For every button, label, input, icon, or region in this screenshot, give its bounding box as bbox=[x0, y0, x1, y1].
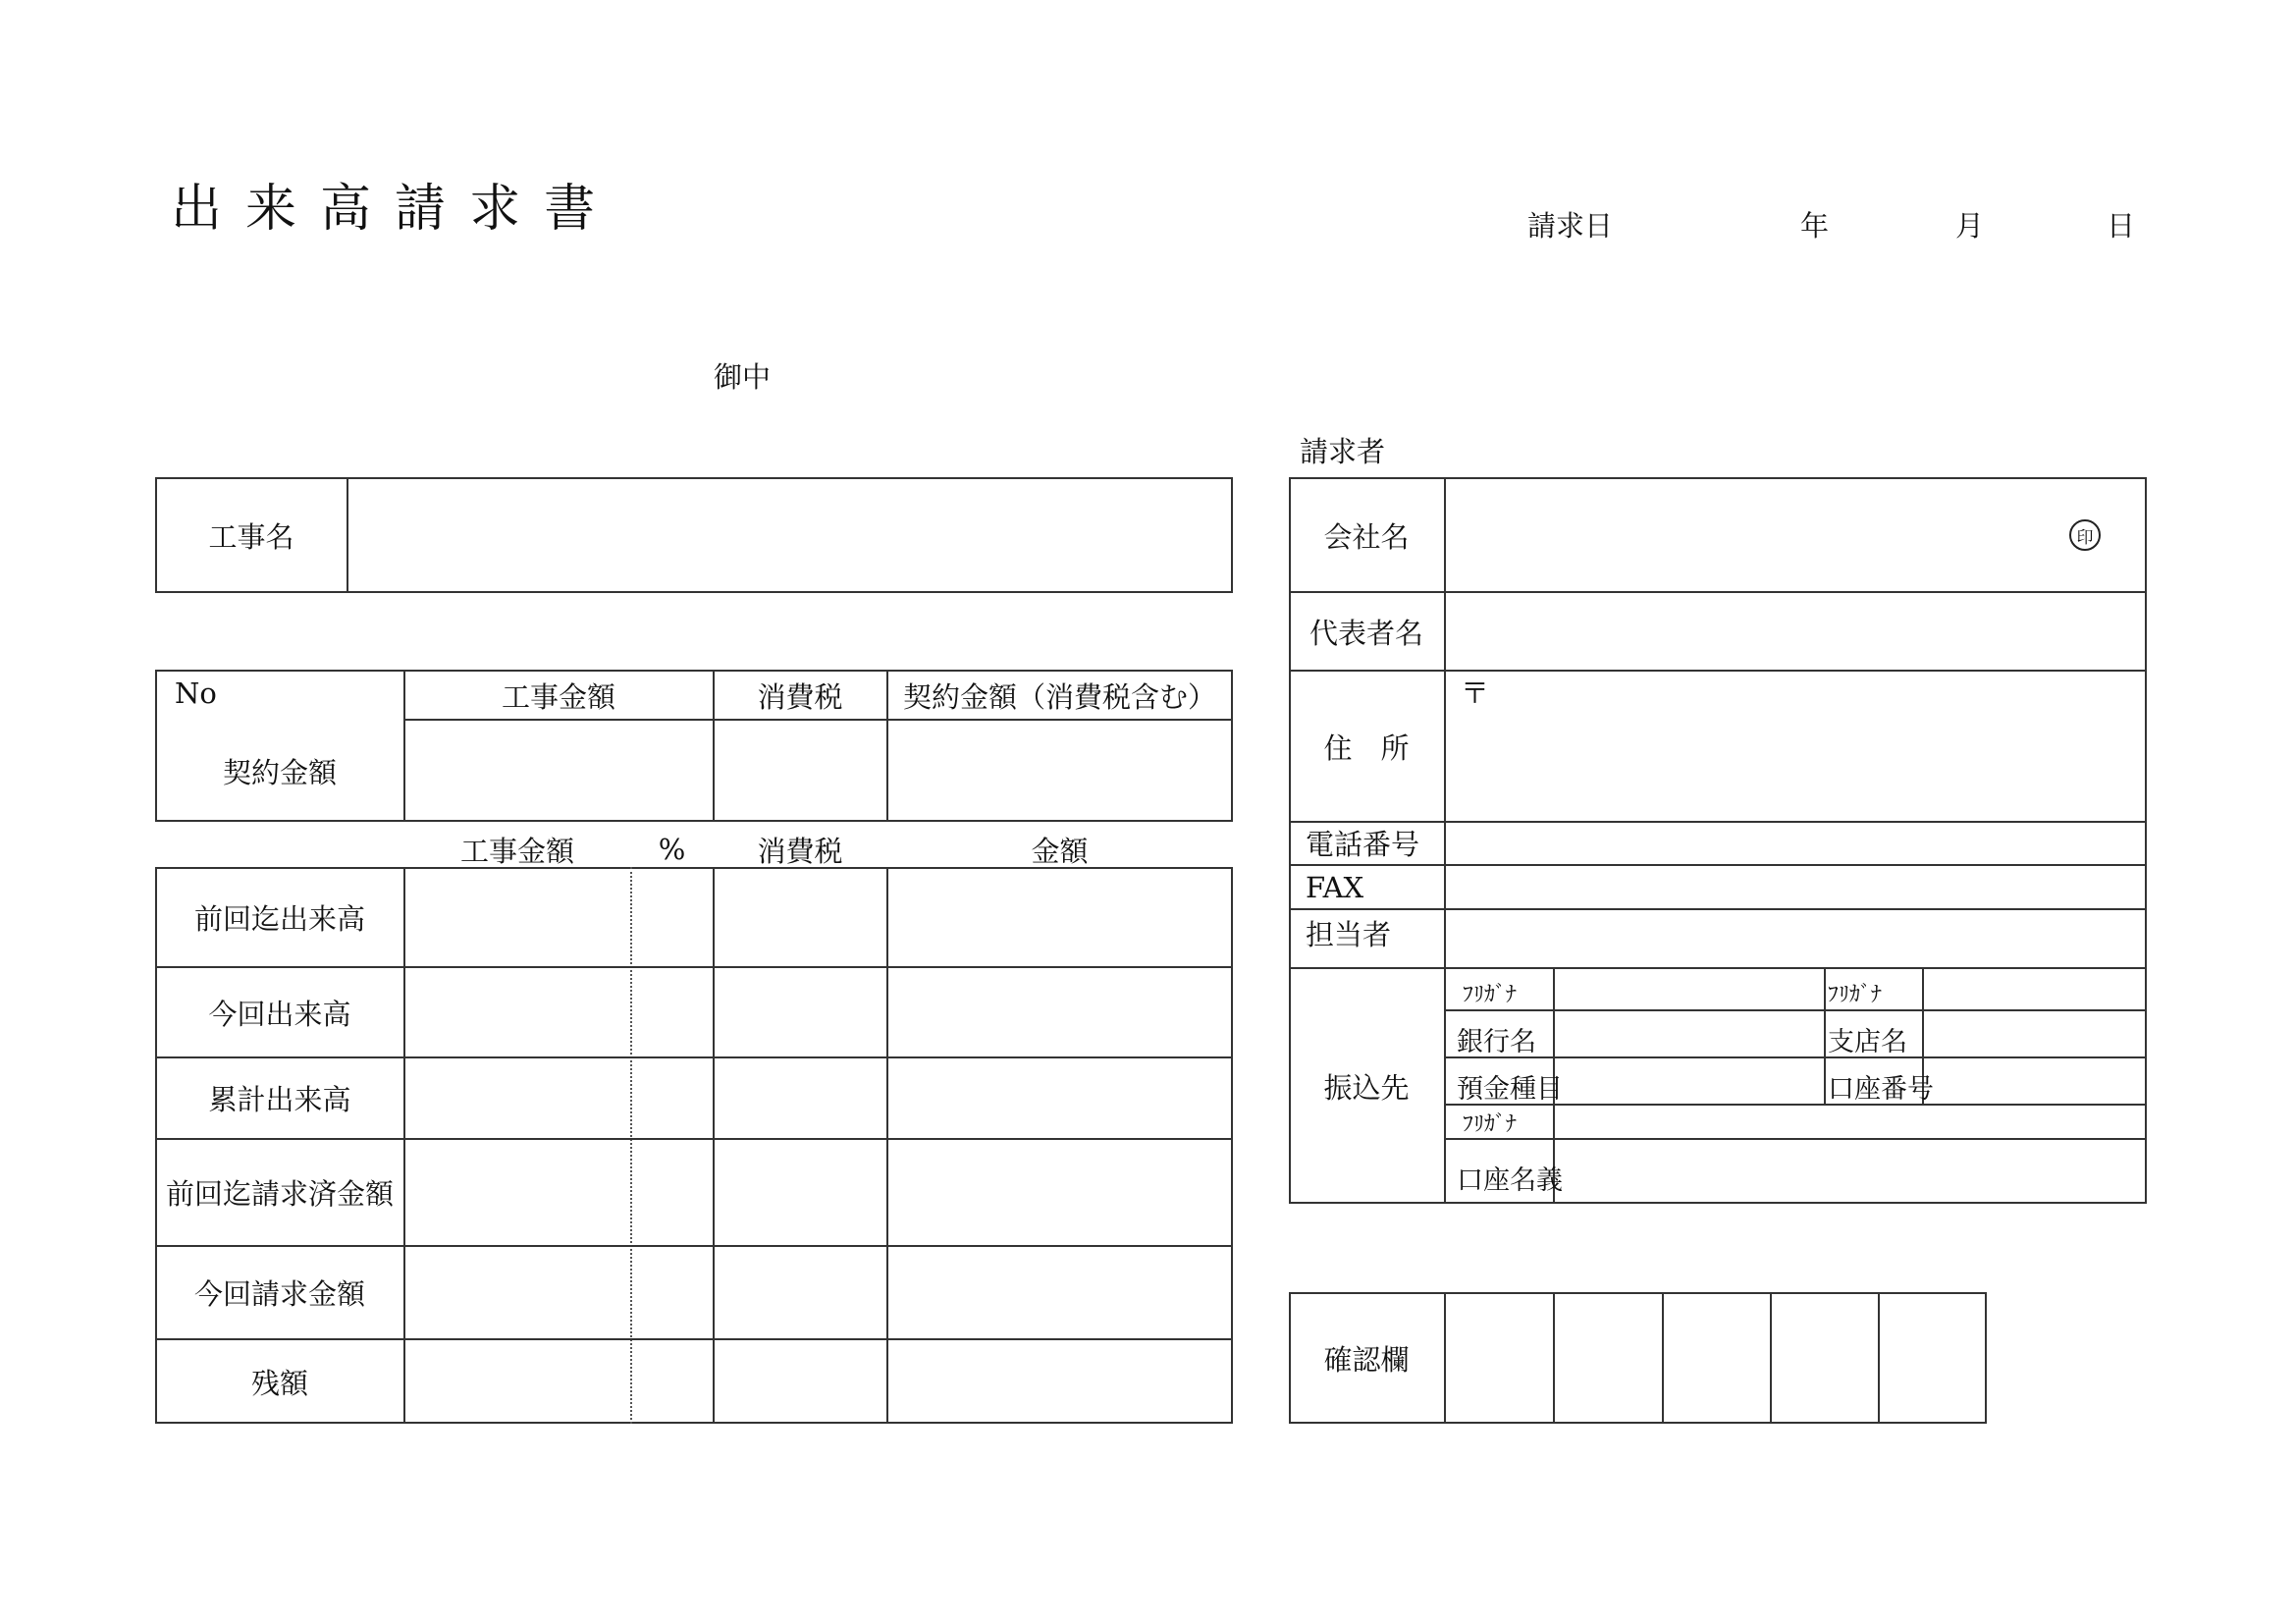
contact-person-label: 担当者 bbox=[1306, 918, 1392, 951]
addressee-suffix: 御中 bbox=[714, 360, 772, 394]
title-char: 求 bbox=[469, 180, 521, 239]
title-char: 高 bbox=[320, 180, 372, 239]
deposit-type-label: 預金種目 bbox=[1457, 1074, 1563, 1105]
contract-amount-label: 契約金額 bbox=[222, 755, 337, 789]
document-title bbox=[171, 167, 618, 241]
bank-name-label: 銀行名 bbox=[1457, 1027, 1536, 1057]
title-char: 来 bbox=[245, 180, 297, 239]
fax-field[interactable] bbox=[1449, 868, 2142, 905]
project-name-field[interactable] bbox=[351, 481, 1227, 589]
contract-total-field[interactable] bbox=[890, 723, 1229, 818]
account-holder-field[interactable] bbox=[1557, 1141, 2143, 1200]
confirmation-stamp-box[interactable] bbox=[1666, 1296, 1767, 1420]
contract-tax-field[interactable] bbox=[717, 723, 883, 818]
progress-header: 金額 bbox=[1031, 834, 1089, 868]
progress-header: % bbox=[658, 833, 686, 866]
branch-furigana-label: ﾌﾘｶﾞﾅ bbox=[1828, 983, 1883, 1007]
progress-row-label: 前回迄請求済金額 bbox=[165, 1177, 394, 1211]
confirmation-stamp-box[interactable] bbox=[1448, 1296, 1550, 1420]
account-number-label: 口座番号 bbox=[1828, 1074, 1934, 1105]
contract-header: 契約金額（消費税含む） bbox=[902, 679, 1216, 714]
contract-no-label: No bbox=[175, 677, 217, 710]
confirmation-stamp-box[interactable] bbox=[1557, 1296, 1659, 1420]
holder-furigana-field[interactable] bbox=[1557, 1107, 2143, 1136]
year-label: 年 bbox=[1800, 209, 1830, 243]
confirmation-label: 確認欄 bbox=[1323, 1342, 1410, 1377]
bank-furigana-field[interactable] bbox=[1557, 971, 1820, 1007]
deposit-type-field[interactable] bbox=[1557, 1059, 1820, 1102]
title-char: 書 bbox=[544, 180, 596, 239]
account-holder-label: 口座名義 bbox=[1457, 1165, 1563, 1196]
confirmation-stamp-box[interactable] bbox=[1774, 1296, 1875, 1420]
progress-header: 工事金額 bbox=[459, 834, 574, 868]
phone-field[interactable] bbox=[1449, 825, 2142, 862]
holder-furigana-label: ﾌﾘｶﾞﾅ bbox=[1463, 1112, 1518, 1137]
representative-label: 代表者名 bbox=[1308, 616, 1423, 650]
branch-furigana-field[interactable] bbox=[1926, 971, 2143, 1007]
address-label: 住 所 bbox=[1323, 731, 1410, 765]
contract-construction-amount-field[interactable] bbox=[407, 723, 710, 818]
progress-row-label: 前回迄出来高 bbox=[193, 902, 365, 936]
progress-row-label: 今回出来高 bbox=[208, 997, 351, 1031]
company-name-label: 会社名 bbox=[1323, 519, 1410, 554]
progress-row-label: 今回請求金額 bbox=[193, 1277, 365, 1311]
day-label: 日 bbox=[2107, 209, 2136, 243]
contact-person-field[interactable] bbox=[1449, 912, 2142, 963]
company-name-field[interactable] bbox=[1449, 481, 2057, 587]
contract-header: 工事金額 bbox=[501, 679, 615, 714]
contract-header: 消費税 bbox=[757, 679, 843, 714]
representative-field[interactable] bbox=[1449, 595, 2142, 666]
title-char: 出 bbox=[171, 180, 223, 239]
bank-name-field[interactable] bbox=[1557, 1012, 1820, 1055]
bank-transfer-label: 振込先 bbox=[1323, 1071, 1410, 1105]
confirmation-stamp-box[interactable] bbox=[1882, 1296, 1984, 1420]
progress-header: 消費税 bbox=[757, 834, 843, 868]
branch-name-label: 支店名 bbox=[1828, 1027, 1907, 1057]
invoice-date-label: 請求日 bbox=[1527, 209, 1614, 243]
branch-name-field[interactable] bbox=[1926, 1012, 2143, 1055]
month-label: 月 bbox=[1955, 209, 1985, 243]
postal-mark: 〒 bbox=[1461, 677, 1490, 710]
project-name-label: 工事名 bbox=[208, 519, 294, 554]
address-field[interactable] bbox=[1449, 674, 2142, 817]
account-number-field[interactable] bbox=[1926, 1059, 2143, 1102]
progress-row-label: 累計出来高 bbox=[208, 1083, 351, 1116]
requester-heading: 請求者 bbox=[1300, 435, 1386, 468]
phone-label: 電話番号 bbox=[1306, 828, 1420, 861]
bank-furigana-label: ﾌﾘｶﾞﾅ bbox=[1463, 983, 1518, 1007]
progress-row-label: 残額 bbox=[250, 1367, 308, 1400]
fax-label: FAX bbox=[1306, 871, 1364, 904]
title-char: 請 bbox=[395, 180, 447, 239]
seal-mark-icon: 印 bbox=[2069, 519, 2101, 551]
